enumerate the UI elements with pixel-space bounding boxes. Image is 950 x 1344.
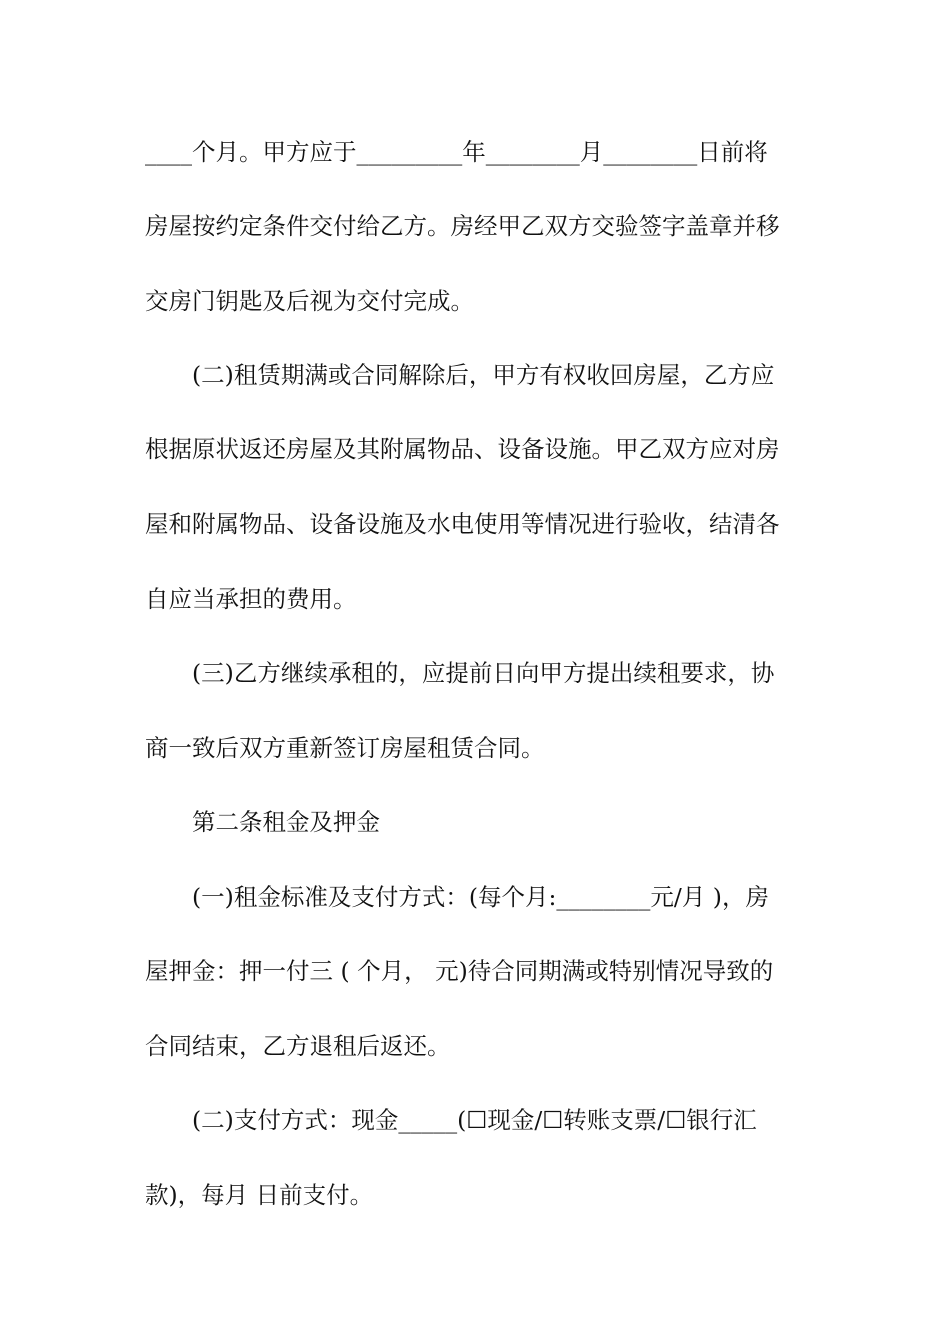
rent-standard-paragraph: (一)租金标准及支付方式：(每个月:________元/月 )，房 (192, 883, 769, 911)
clause-3-paragraph: (三)乙方继续承租的，应提前日向甲方提出续租要求，协 (192, 659, 775, 687)
article-2-heading: 第二条租金及押金 (192, 808, 380, 836)
payment-method-paragraph: (二)支付方式：现金_____(☐现金/☐转账支票/☐银行汇 (192, 1106, 757, 1134)
text-line-6: 屋和附属物品、设备设施及水电使用等情况进行验收，结清各 (145, 510, 780, 538)
text-line-9: 商一致后双方重新签订房屋租赁合同。 (145, 734, 545, 762)
text-line-3: 交房门钥匙及后视为交付完成。 (145, 287, 474, 315)
clause-2-paragraph: (二)租赁期满或合同解除后，甲方有权收回房屋，乙方应 (192, 361, 775, 389)
text-line-12: 屋押金：押一付三 ( 个月， 元)待合同期满或特别情况导致的 (145, 957, 774, 985)
text-line-15: 款)，每月 日前支付。 (145, 1181, 374, 1209)
text-line-2: 房屋按约定条件交付给乙方。房经甲乙双方交验签字盖章并移 (145, 212, 780, 240)
text-line-5: 根据原状返还房屋及其附属物品、设备设施。甲乙双方应对房 (145, 435, 780, 463)
text-line-7: 自应当承担的费用。 (145, 585, 357, 613)
text-line-13: 合同结束，乙方退租后返还。 (145, 1032, 451, 1060)
text-line-1: ____个月。甲方应于_________年________月________日前将 (145, 138, 768, 166)
